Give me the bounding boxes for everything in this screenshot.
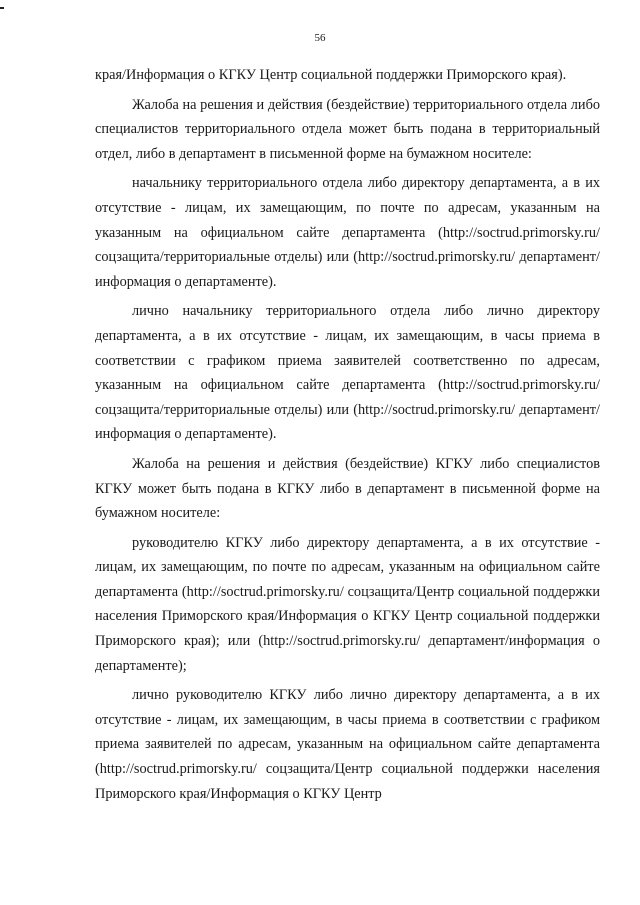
- scan-edge-mark: [0, 7, 4, 9]
- page-number: 56: [314, 32, 326, 44]
- paragraph-by-mail-territorial: начальнику территориального отдела либо директору департамента, а в их отсутствие - лицам, их замещающим, по почте по адресам, указанным на указанным на официальном сайте департамента (http://soctrud.primorsky.ru/ соцзащита/территориальные отделы) или (http://soctrud.primorsky.ru/ департамент/информация о департаменте).: [95, 175, 600, 290]
- paragraph-in-person-kgku: лично руководителю КГКУ либо лично директору департамента, а в их отсутствие - лицам, их замещающим, в часы приема в соответствии с графиком приема заявителей по адресам, указанным на официальном сайте департамента (http://soctrud.primorsky.ru/ соцзащита/Центр социальной поддержки населения Приморского края/Информация о КГКУ Центр: [95, 687, 600, 802]
- paragraph-complaint-territorial: Жалоба на решения и действия (бездействие) территориального отдела либо специалистов территориального отдела может быть подана в территориальный отдел, либо в департамент в письменной форме на бумажном носителе:: [95, 96, 600, 162]
- document-body: [95, 63, 600, 811]
- paragraph-by-mail-kgku: руководителю КГКУ либо директору департамента, а в их отсутствие - лицам, их замещающим, по почте по адресам, указанным на официальном сайте департамента (http://soctrud.primorsky.ru/ соцзащита/Центр социальной поддержки населения Приморского края/Информация о КГКУ Центр социальной поддержки Приморского края); или (http://soctrud.primorsky.ru/ департамент/информация о департаменте);: [95, 534, 600, 674]
- paragraph-complaint-kgku: Жалоба на решения и действия (бездействие) КГКУ либо специалистов КГКУ может быть подана в КГКУ либо в департамент в письменной форме на бумажном носителе:: [95, 455, 600, 522]
- paragraph-in-person-territorial: лично начальнику территориального отдела либо лично директору департамента, а в их отсутствие - лицам, их замещающим, в часы приема в соответствии с графиком приема заявителей соответственно по адресам, указанным на официальном сайте департамента (http://soctrud.primorsky.ru/ соцзащита/территориальные отделы) или (http://soctrud.primorsky.ru/ департамент/информация о департаменте).: [95, 303, 600, 443]
- paragraph-continuation: края/Информация о КГКУ Центр социальной поддержки Приморского края).: [95, 67, 567, 83]
